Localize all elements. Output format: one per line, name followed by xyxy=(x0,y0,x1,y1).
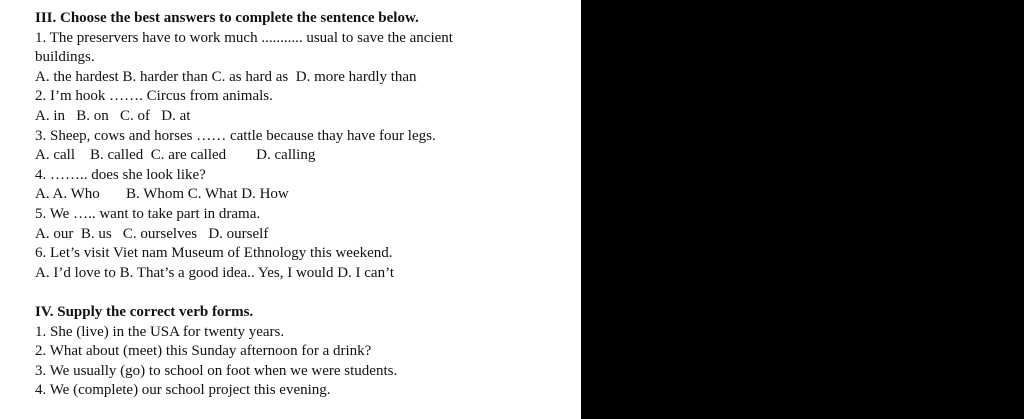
question-6-options: A. I’d love to B. That’s a good idea.. Yes, I would D. I can’t xyxy=(35,264,394,281)
black-background-panel xyxy=(581,0,1024,419)
verb-item-4: 4. We (complete) our school project this evening. xyxy=(35,382,331,399)
question-5-text: 5. We ….. want to take part in drama. xyxy=(35,205,261,222)
verb-item-2: 2. What about (meet) this Sunday afternoon for a drink? xyxy=(35,343,372,360)
question-4-options: A. A. Who B. Whom C. What D. How xyxy=(35,186,289,203)
question-5-options: A. our B. us C. ourselves D. ourself xyxy=(35,225,269,242)
question-2-options: A. in B. on C. of D. at xyxy=(35,107,191,124)
question-1-text-continued: buildings. xyxy=(35,49,95,66)
question-6-text: 6. Let’s visit Viet nam Museum of Ethnology this weekend. xyxy=(35,245,393,262)
verb-item-1: 1. She (live) in the USA for twenty years. xyxy=(35,323,285,340)
question-3-options: A. call B. called C. are called D. calling xyxy=(35,147,316,164)
section-3-heading: III. Choose the best answers to complete the sentence below. xyxy=(35,10,419,26)
worksheet-content xyxy=(35,9,575,401)
section-spacer xyxy=(35,283,575,303)
question-2-text: 2. I’m hook ……. Circus from animals. xyxy=(35,88,273,105)
question-4-text: 4. …….. does she look like? xyxy=(35,166,206,183)
question-1-options: A. the hardest B. harder than C. as hard as D. more hardly than xyxy=(35,68,417,85)
section-4-heading: IV. Supply the correct verb forms. xyxy=(35,303,254,320)
verb-item-3: 3. We usually (go) to school on foot when we were students. xyxy=(35,362,398,379)
question-3-text: 3. Sheep, cows and horses …… cattle because thay have four legs. xyxy=(35,127,436,144)
question-1-text: 1. The preservers have to work much ........... usual to save the ancient xyxy=(35,29,453,46)
